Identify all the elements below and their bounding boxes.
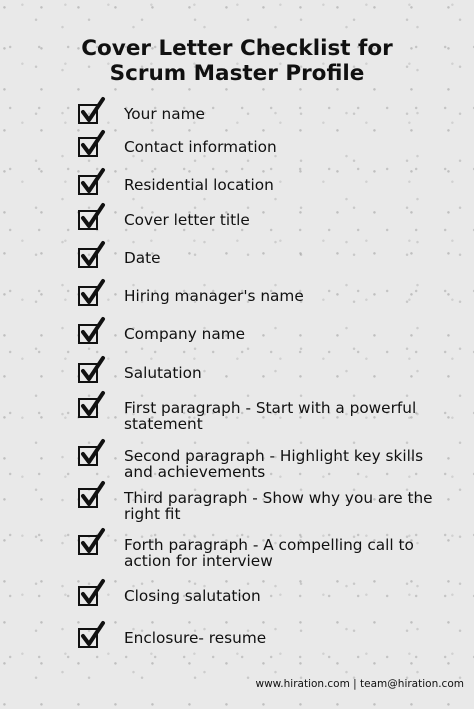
checklist-item-label: Enclosure- resume	[124, 629, 267, 647]
checked-checkbox-icon	[78, 586, 98, 606]
checked-checkbox-icon	[78, 104, 98, 124]
checked-checkbox-icon	[78, 628, 98, 648]
checklist-item-enclosure	[78, 628, 448, 648]
checklist-item-label: Date	[124, 249, 161, 267]
label-line-1: First paragraph - Start with a powerful	[124, 399, 417, 417]
checklist-item-label: Cover letter title	[124, 211, 250, 229]
checklist-item-label	[124, 398, 416, 432]
checklist-item-your-name	[78, 104, 448, 124]
label-line-1: Forth paragraph - A compelling call to	[124, 536, 414, 554]
checklist-item-forth-paragraph	[78, 535, 448, 569]
checklist-item-hiring-manager-name	[78, 286, 448, 306]
checklist-item-label: Residential location	[124, 176, 274, 194]
checklist-item-label	[124, 446, 423, 480]
checked-checkbox-icon	[78, 446, 98, 466]
checklist-item-label: Hiring manager's name	[124, 287, 304, 305]
checked-checkbox-icon	[78, 535, 98, 555]
checklist-item-label: Contact information	[124, 138, 277, 156]
checked-checkbox-icon	[78, 363, 98, 383]
checklist-item-first-paragraph	[78, 398, 448, 432]
checklist-item-label	[124, 535, 414, 569]
checklist-item-contact-information	[78, 137, 448, 157]
checked-checkbox-icon	[78, 324, 98, 344]
label-line-2: action for interview	[124, 552, 273, 570]
checked-checkbox-icon	[78, 248, 98, 268]
checked-checkbox-icon	[78, 175, 98, 195]
label-line-2: statement	[124, 415, 203, 433]
checklist-item-label: Your name	[124, 105, 205, 123]
checklist-item-cover-letter-title	[78, 210, 448, 230]
checklist-item-label	[124, 488, 433, 522]
title-line-2: Scrum Master Profile	[109, 61, 365, 86]
checklist-item-company-name	[78, 324, 448, 344]
checklist-item-closing-salutation	[78, 586, 448, 606]
checklist-item-label: Company name	[124, 325, 246, 343]
checklist-item-third-paragraph	[78, 488, 448, 522]
label-line-2: right fit	[124, 505, 181, 523]
checked-checkbox-icon	[78, 137, 98, 157]
checklist-item-second-paragraph	[78, 446, 448, 480]
checked-checkbox-icon	[78, 286, 98, 306]
checklist-item-label: Salutation	[124, 364, 202, 382]
checklist-item-label: Closing salutation	[124, 587, 261, 605]
checklist-item-salutation	[78, 363, 448, 383]
title-line-1: Cover Letter Checklist for	[81, 36, 393, 61]
checked-checkbox-icon	[78, 398, 98, 418]
checklist-item-date	[78, 248, 448, 268]
label-line-1: Third paragraph - Show why you are the	[124, 489, 433, 507]
footer-contact: www.hiration.com | team@hiration.com	[255, 678, 464, 690]
label-line-1: Second paragraph - Highlight key skills	[124, 447, 424, 465]
label-line-2: and achievements	[124, 463, 266, 481]
checked-checkbox-icon	[78, 488, 98, 508]
checklist-item-residential-location	[78, 175, 448, 195]
checked-checkbox-icon	[78, 210, 98, 230]
